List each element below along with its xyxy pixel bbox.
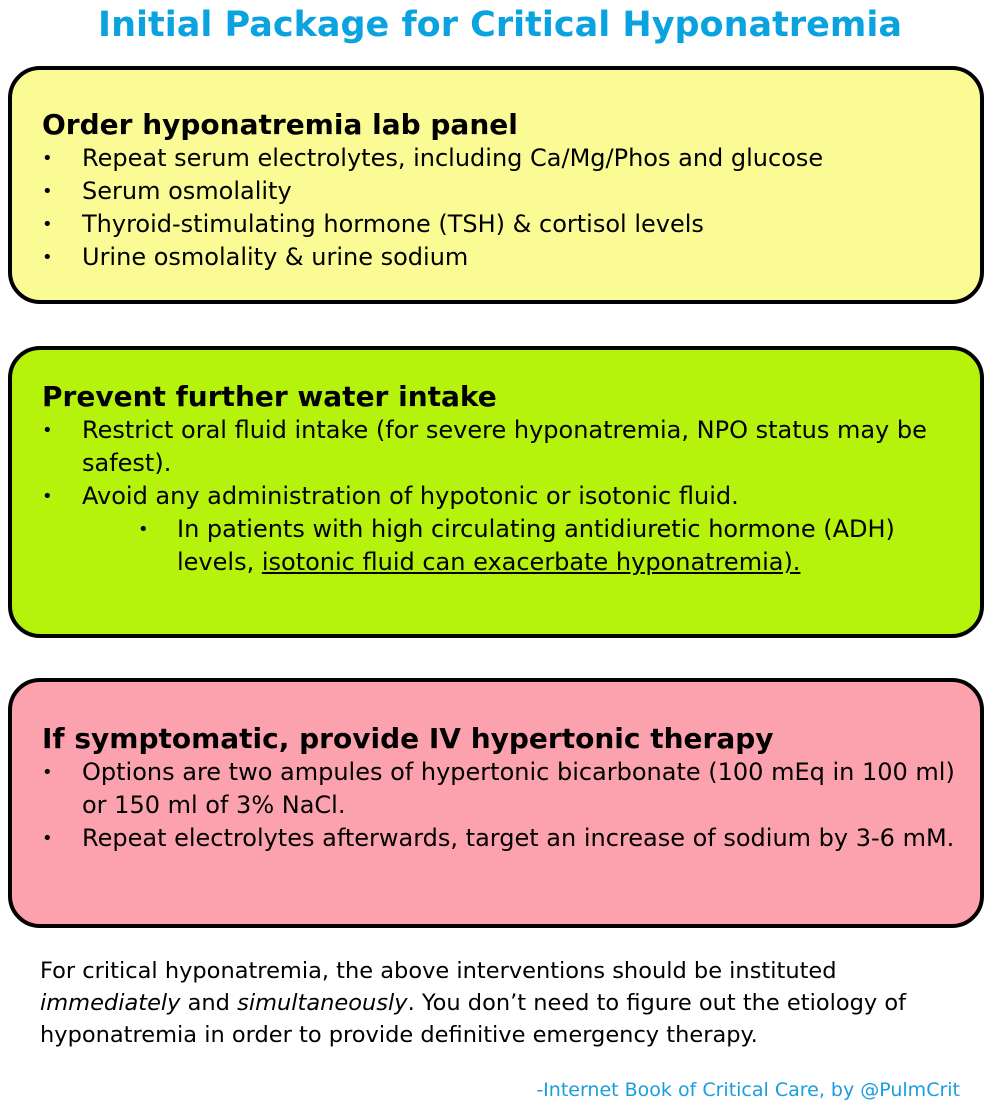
hypertonic-therapy-heading: If symptomatic, provide IV hypertonic therapy — [42, 722, 774, 755]
list-item — [42, 822, 960, 855]
footer-text-part: . You don’t need to figure out the etiology of hyponatremia in order to provide definitive emergency therapy. — [40, 990, 907, 1048]
water-intake-sublist — [82, 513, 960, 579]
page-title: Initial Package for Critical Hyponatremia — [98, 5, 902, 45]
list-item — [42, 414, 960, 480]
list-item — [42, 241, 960, 274]
list-item-text: Restrict oral fluid intake (for severe hyponatremia, NPO status may be safest). — [82, 416, 927, 477]
water-intake-heading: Prevent further water intake — [42, 380, 497, 413]
list-item-text: Avoid any administration of hypotonic or isotonic fluid. — [82, 482, 739, 510]
hypertonic-therapy-list — [42, 756, 960, 855]
sub-list-item — [82, 513, 960, 579]
list-item — [42, 756, 960, 822]
lab-panel-heading: Order hyponatremia lab panel — [42, 108, 518, 141]
footer-note — [40, 955, 980, 1051]
citation: -Internet Book of Critical Care, by @PulmCrit — [536, 1079, 960, 1101]
bullet-icon: • — [42, 486, 53, 507]
footer-emphasis-immediately: immediately — [40, 990, 181, 1016]
list-item-text: Urine osmolality & urine sodium — [82, 243, 469, 271]
water-intake-list — [42, 414, 960, 579]
lab-panel-box — [8, 66, 984, 304]
lab-panel-list — [42, 142, 960, 274]
bullet-icon: • — [138, 519, 149, 540]
list-item — [42, 175, 960, 208]
list-item — [42, 142, 960, 175]
water-intake-box — [8, 346, 984, 638]
list-item-text: Thyroid-stimulating hormone (TSH) & cortisol levels — [82, 210, 704, 238]
underlined-warning-text: isotonic fluid can exacerbate hyponatremia). — [261, 548, 801, 576]
footer-text-part: and — [180, 990, 238, 1016]
list-item-text: Options are two ampules of hypertonic bicarbonate (100 mEq in 100 ml) or 150 ml of 3% NaCl. — [82, 758, 955, 819]
hypertonic-therapy-box — [8, 678, 984, 928]
bullet-icon: • — [42, 247, 53, 268]
bullet-icon: • — [42, 828, 53, 849]
bullet-icon: • — [42, 762, 53, 783]
list-item — [42, 208, 960, 241]
footer-text-part: For critical hyponatremia, the above interventions should be instituted — [40, 958, 837, 984]
list-item-text: Serum osmolality — [82, 177, 292, 205]
bullet-icon: • — [42, 148, 53, 169]
footer-emphasis-simultaneously: simultaneously — [237, 990, 408, 1016]
bullet-icon: • — [42, 214, 53, 235]
list-item — [42, 480, 960, 579]
bullet-icon: • — [42, 181, 53, 202]
list-item-text: Repeat serum electrolytes, including Ca/Mg/Phos and glucose — [82, 144, 824, 172]
sub-list-item-text: In patients with high circulating antidiuretic hormone (ADH) levels, — [177, 515, 895, 576]
list-item-text: Repeat electrolytes afterwards, target an increase of sodium by 3-6 mM. — [82, 824, 955, 852]
bullet-icon: • — [42, 420, 53, 441]
